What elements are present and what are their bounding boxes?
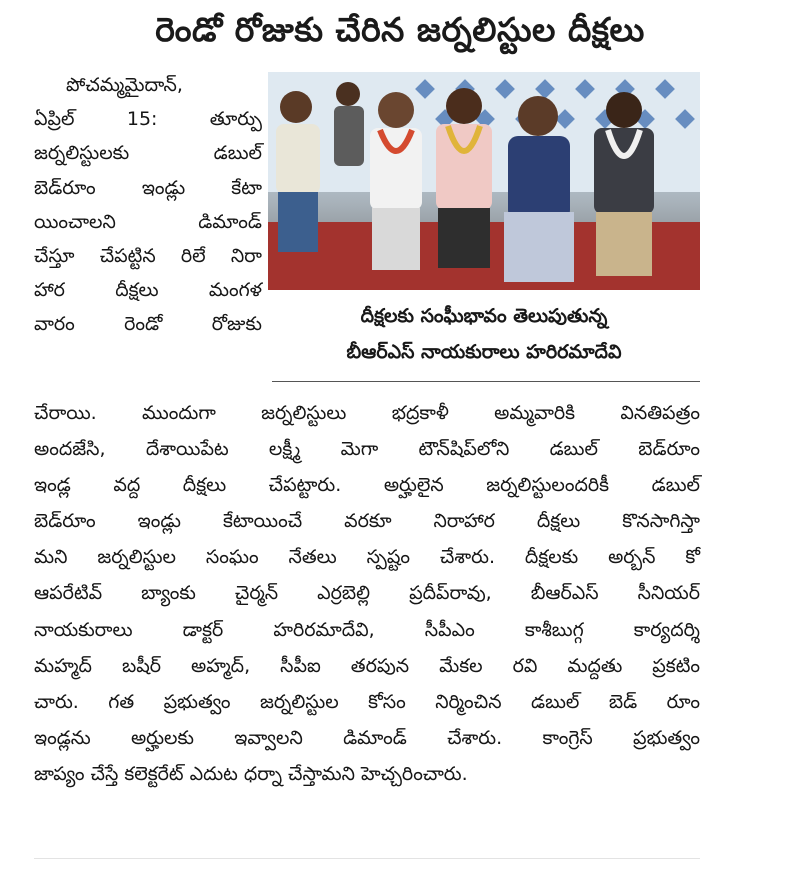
photo-caption	[268, 290, 700, 380]
news-photo-illustration	[268, 72, 700, 290]
body-line: మని జర్నలిస్టుల సంఘం నేతలు స్పష్టం చేశారు. దీక్షలకు అర్బన్ కో	[34, 546, 700, 569]
body-line: నాయకురాలు డాక్టర్ హరిరమాదేవి, సీపీఎం కాశీబుగ్గ కార్యదర్శి	[34, 618, 700, 641]
caption-line: దీక్షలకు సంఘీభావం తెలుపుతున్న	[360, 305, 608, 327]
body-line: ఇండ్ల వద్ద దీక్షలు చేపట్టారు. అర్హులైన జర్నలిస్టులందరికీ డబుల్	[34, 474, 700, 497]
lead-paragraph	[34, 68, 262, 342]
body-line: చారు. గత ప్రభుత్వం జర్నలిస్టుల కోసం నిర్మించిన డబుల్ బెడ్ రూం	[34, 690, 700, 713]
lead-line: జర్నలిస్టులకు డబుల్	[34, 142, 262, 165]
lead-line: హార దీక్షలు మంగళ	[34, 279, 262, 302]
body-line: చేరాయి. ముందుగా జర్నలిస్టులు భద్రకాళీ అమ్మవారికి వినతిపత్రం	[34, 402, 700, 424]
page-bottom-divider	[34, 858, 700, 859]
body-line: ఆపరేటివ్ బ్యాంకు చైర్మన్ ఎర్రబెల్లి ప్రదీప్‌రావు, బీఆర్‌ఎస్ సీనియర్	[34, 582, 700, 605]
article-body	[34, 395, 700, 792]
caption-divider	[272, 381, 700, 382]
lead-line: వారం రెండో రోజుకు	[34, 313, 262, 336]
caption-line: బీఆర్‌ఎస్ నాయకురాలు హరిరమాదేవి	[346, 341, 622, 363]
body-line: ఇండ్లను అర్హులకు ఇవ్వాలని డిమాండ్ చేశారు. కాంగ్రెస్ ప్రభుత్వం	[34, 726, 700, 749]
body-line: జాప్యం చేస్తే కలెక్టరేట్ ఎదుట ధర్నా చేస్తామని హెచ్చరించారు.	[34, 762, 468, 785]
article-headline: రెండో రోజుకు చేరిన జర్నలిస్టుల దీక్షలు	[155, 10, 645, 49]
news-photo	[268, 72, 700, 290]
lead-line: బెడ్‌రూం ఇండ్లు కేటా	[34, 176, 262, 199]
lead-line: చేస్తూ చేపట్టిన రిలే నిరా	[34, 245, 262, 268]
lead-line: యించాలని డిమాండ్	[34, 210, 262, 233]
body-line: అందజేసి, దేశాయిపేట లక్ష్మీ మెగా టౌన్‌షిప్‌లోని డబుల్ బెడ్‌రూం	[34, 438, 700, 461]
lead-line: ఏప్రిల్ 15: తూర్పు	[34, 108, 262, 131]
body-line: మహ్మద్ బషీర్ అహ్మద్, సీపీఐ తరపున మేకల రవి మద్దతు ప్రకటిం	[34, 654, 700, 677]
lead-line: పోచమ్మమైదాన్,	[66, 74, 183, 96]
body-line: బెడ్‌రూం ఇండ్లు కేటాయించే వరకూ నిరాహార దీక్షలు కొనసాగిస్తా	[34, 510, 700, 533]
